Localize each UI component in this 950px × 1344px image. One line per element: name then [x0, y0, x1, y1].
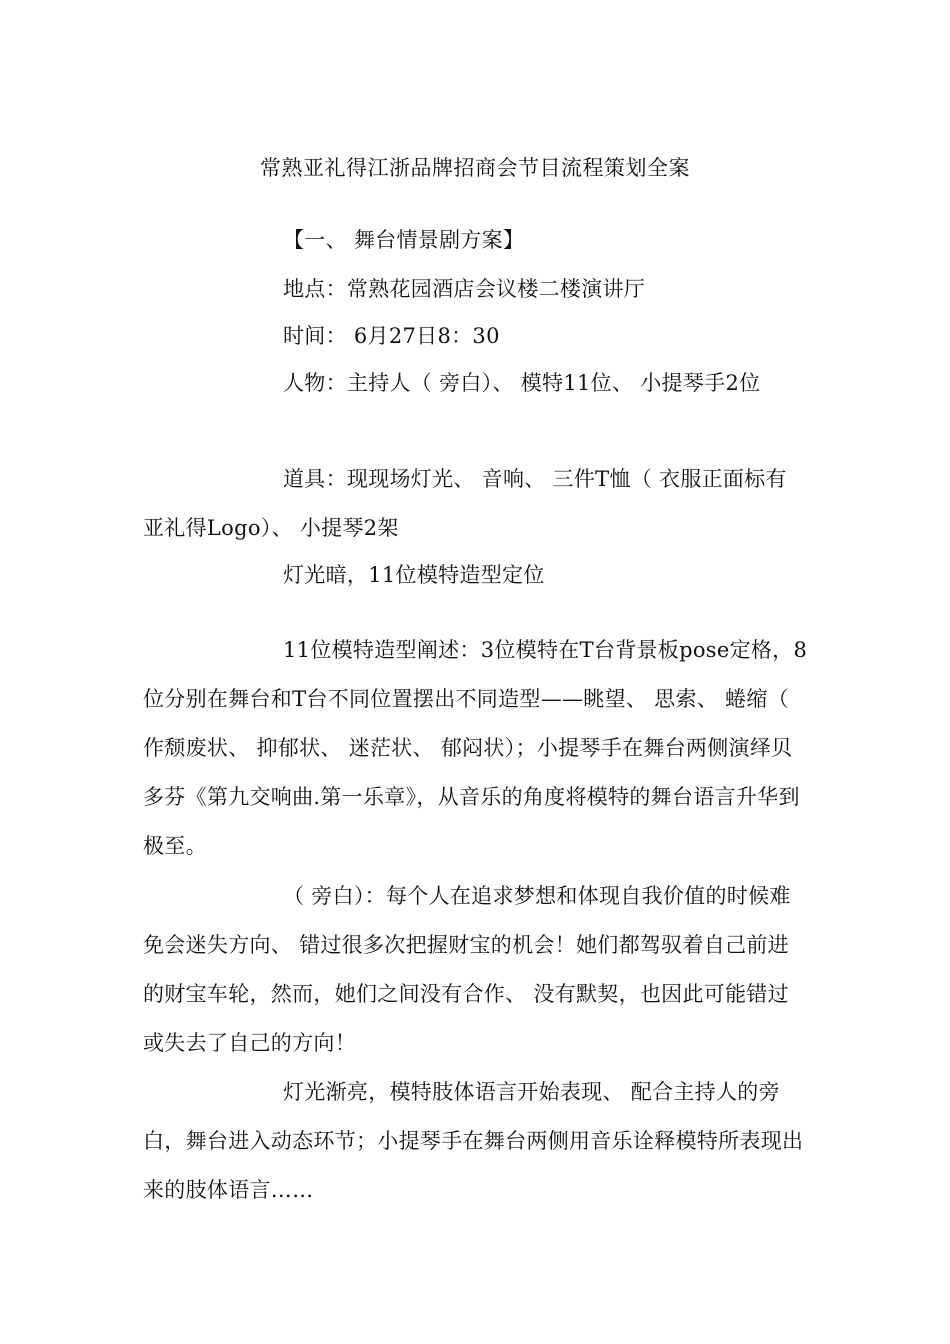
model-description-paragraph: 11位模特造型阐述：3位模特在T台背景板pose定格，8位分别在舞台和T台不同位置摆出不同造型——眺望、 思索、 蜷缩（ 作颓废状、 抑郁状、 迷茫状、 郁闷状）；小提琴手在舞台两侧演绎贝多芬《第九交响曲.第一乐章》，从音乐的角度将模特的舞台语言升华到极至。: [143, 638, 808, 858]
narration-paragraph: （ 旁白）：每个人在追求梦想和体现自我价值的时候难免会迷失方向、 错过很多次把握财宝的机会！她们都驾驭着自己前进的财宝车轮，然而，她们之间没有合作、 没有默契，也因此可能错过或失去了自己的方向！: [143, 884, 791, 1055]
characters-paragraph: 人物：主持人（ 旁白）、 模特11位、 小提琴手2位: [283, 371, 761, 395]
document-title: 常熟亚礼得江浙品牌招商会节目流程策划全案: [260, 156, 690, 180]
time-line: 时间： 6月27日8：30: [283, 324, 500, 348]
lighting-bright-paragraph: 灯光渐亮，模特肢体语言开始表现、 配合主持人的旁白，舞台进入动态环节；小提琴手在舞台两侧用音乐诠释模特所表现出来的肢体语言……: [143, 1080, 804, 1202]
location-line: 地点：常熟花园酒店会议楼二楼演讲厅: [283, 277, 646, 301]
props-paragraph: 道具：现现场灯光、 音响、 三件T恤（ 衣服正面标有亚礼得Logo）、 小提琴2架: [143, 467, 787, 540]
section-heading: 【一、 舞台情景剧方案】: [283, 228, 525, 252]
lighting-dark-line: 灯光暗，11位模特造型定位: [283, 563, 545, 587]
